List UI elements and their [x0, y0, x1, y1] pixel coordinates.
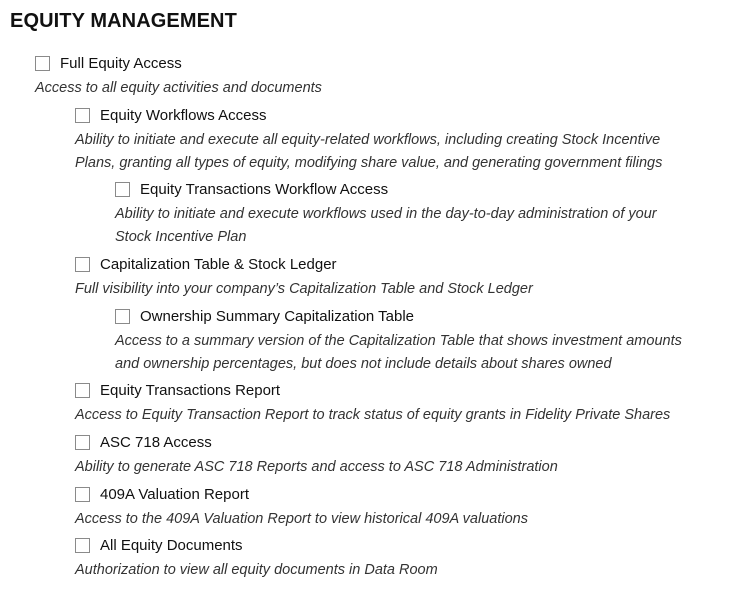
permission-description: Access to the 409A Valuation Report to view historical 409A valuations: [75, 511, 528, 527]
permission-label: Equity Transactions Report: [100, 382, 281, 399]
permission-description: Full visibility into your company’s Capitalization Table and Stock Ledger: [75, 281, 533, 297]
permission-full-equity-access: [35, 55, 322, 100]
equity-transactions-workflow-access-checkbox[interactable]: [115, 182, 130, 197]
permission-label: 409A Valuation Report: [100, 486, 249, 503]
permission-label: Full Equity Access: [60, 55, 182, 72]
ownership-summary-capitalization-table-checkbox[interactable]: [115, 309, 130, 324]
permission-equity-transactions-report: [75, 382, 670, 427]
permission-description: Access to all equity activities and documents: [35, 80, 322, 96]
permission-label: Ownership Summary Capitalization Table: [140, 308, 415, 325]
permission-description: Ability to initiate and execute workflows used in the day-to-day administration of your Stock Incentive Plan: [115, 206, 657, 245]
permission-label: All Equity Documents: [100, 537, 243, 554]
all-equity-documents-checkbox[interactable]: [75, 538, 90, 553]
permission-equity-workflows-access: [75, 107, 662, 175]
equity-workflows-access-checkbox[interactable]: [75, 108, 90, 123]
capitalization-table-stock-ledger-checkbox[interactable]: [75, 257, 90, 272]
permission-label: Equity Transactions Workflow Access: [140, 181, 389, 198]
permission-description: Access to Equity Transaction Report to track status of equity grants in Fidelity Private Shares: [75, 407, 671, 423]
permission-label: Capitalization Table & Stock Ledger: [100, 256, 337, 273]
permission-label: Equity Workflows Access: [100, 107, 267, 124]
asc-718-access-checkbox[interactable]: [75, 435, 90, 450]
equity-transactions-report-checkbox[interactable]: [75, 383, 90, 398]
section-title: EQUITY MANAGEMENT: [10, 10, 237, 32]
full-equity-access-checkbox[interactable]: [35, 56, 50, 71]
permission-capitalization-table-stock-ledger: [75, 256, 533, 301]
permission-description: Authorization to view all equity documents in Data Room: [75, 562, 438, 578]
permission-all-equity-documents: [75, 537, 438, 582]
permission-ownership-summary-capitalization-table: [115, 308, 682, 376]
permission-description: Ability to generate ASC 718 Reports and access to ASC 718 Administration: [75, 459, 558, 475]
permission-equity-transactions-workflow-access: [115, 181, 657, 249]
permission-409a-valuation-report: [75, 486, 528, 531]
permission-label: ASC 718 Access: [100, 434, 212, 451]
permission-description: Ability to initiate and execute all equity-related workflows, including creating Stock Incentive Plans, granting all types of equity, modifying share value, and generating government filings: [75, 132, 663, 171]
409a-valuation-report-checkbox[interactable]: [75, 487, 90, 502]
permission-asc-718-access: [75, 434, 558, 479]
permission-description: Access to a summary version of the Capitalization Table that shows investment amounts and ownership percentages, but does not include details about shares owned: [115, 333, 682, 372]
